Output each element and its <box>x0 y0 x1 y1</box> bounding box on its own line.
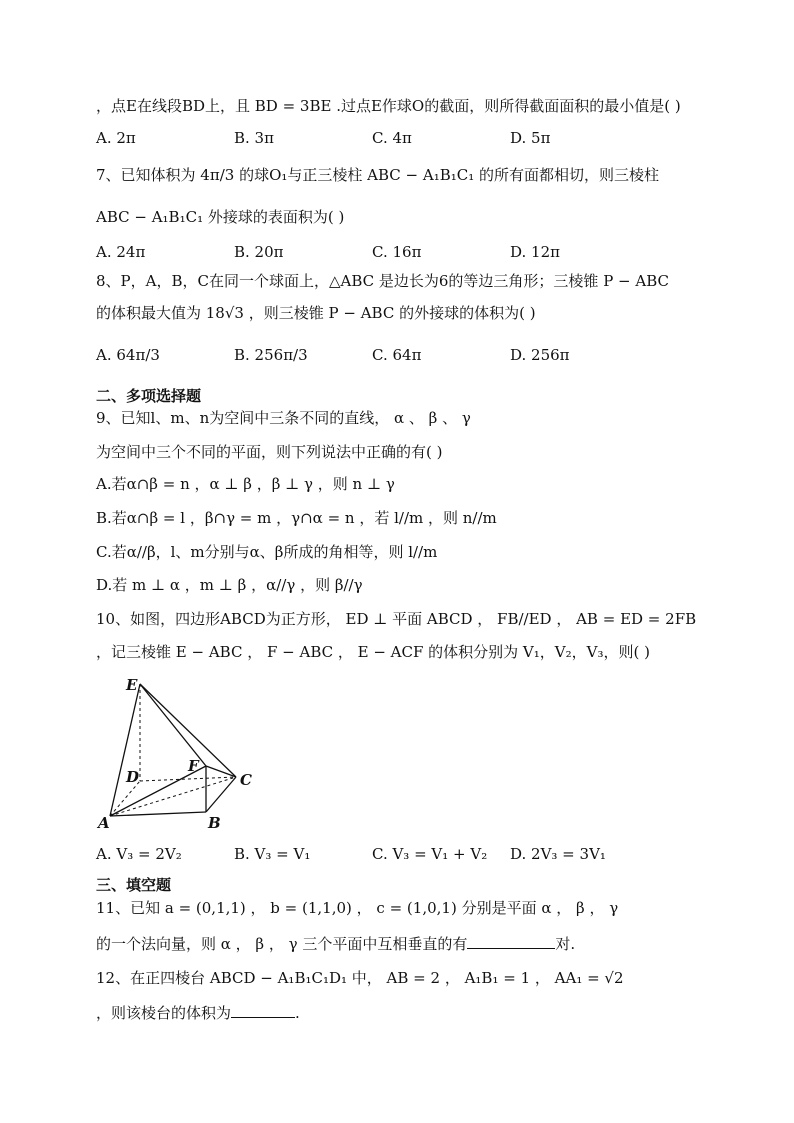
q9-stem-line2: 为空间中三个不同的平面，则下列说法中正确的有( ) <box>96 443 443 461</box>
q7-stem-line2: ABC − A₁B₁C₁ 外接球的表面积为( ) <box>96 208 345 226</box>
q12-stem-text: ，则该棱台的体积为 <box>96 1004 232 1022</box>
q11-stem-text: 的一个法向量，则 α ， β ， γ 三个平面中互相垂直的有 <box>96 935 468 953</box>
edge-ab <box>110 812 206 816</box>
q6-option-a[interactable]: A. 2π <box>96 129 136 147</box>
q10-option-c[interactable]: C. V₃ = V₁ + V₂ <box>372 845 488 863</box>
q9-option-c[interactable]: C.若α//β，l、m分别与α、β所成的角相等，则 l//m <box>96 543 438 561</box>
edge-dc-hidden <box>140 777 236 781</box>
q9-stem-line1: 9、已知l、m、n为空间中三条不同的直线， α 、 β 、 γ <box>96 409 471 427</box>
q7-option-d[interactable]: D. 12π <box>510 243 560 261</box>
q9-option-b[interactable]: B.若α∩β = l ，β∩γ = m ，γ∩α = n ，若 l//m ，则 n//m <box>96 509 497 527</box>
q7-option-c[interactable]: C. 16π <box>372 243 422 261</box>
q12-stem-line2 <box>96 1001 300 1023</box>
q9-option-a[interactable]: A.若α∩β = n ，α ⊥ β ，β ⊥ γ ，则 n ⊥ γ <box>96 475 395 493</box>
vertex-label-c: C <box>240 771 252 789</box>
q10-option-b[interactable]: B. V₃ = V₁ <box>234 845 311 863</box>
q8-stem-line2: 的体积最大值为 18√3 ，则三棱锥 P − ABC 的外接球的体积为( ) <box>96 304 536 322</box>
q9-option-d[interactable]: D.若 m ⊥ α ，m ⊥ β ，α//γ ，则 β//γ <box>96 576 363 594</box>
q6-stem-tail: ，点E在线段BD上，且 BD = 3BE .过点E作球O的截面，则所得截面面积的最小值是( ) <box>96 97 681 115</box>
q11-stem-line1: 11、已知 a = (0,1,1) ， b = (1,1,0) ， c = (1,0,1) 分别是平面 α ， β ， γ <box>96 899 619 917</box>
vertex-label-f: F <box>188 757 199 775</box>
q7-option-b[interactable]: B. 20π <box>234 243 284 261</box>
q10-option-d[interactable]: D. 2V₃ = 3V₁ <box>510 845 606 863</box>
vertex-label-d: D <box>126 768 140 786</box>
section-fill-in-heading: 三、填空题 <box>96 876 172 894</box>
edge-bc <box>206 777 236 812</box>
q11-answer-blank[interactable] <box>467 932 555 949</box>
pyramid-figure <box>96 672 266 832</box>
q6-option-d[interactable]: D. 5π <box>510 129 551 147</box>
q11-stem-line2 <box>96 932 575 954</box>
q8-stem-line1: 8、P，A，B，C在同一个球面上，△ABC 是边长为6的等边三角形；三棱锥 P − ABC <box>96 272 670 290</box>
q11-stem-suffix: 对. <box>555 935 576 953</box>
q10-option-a[interactable]: A. V₃ = 2V₂ <box>96 845 182 863</box>
q8-option-b[interactable]: B. 256π/3 <box>234 346 308 364</box>
q12-stem-suffix: . <box>295 1004 300 1022</box>
q8-option-c[interactable]: C. 64π <box>372 346 422 364</box>
section-multiple-choice-heading: 二、多项选择题 <box>96 387 202 405</box>
q8-option-d[interactable]: D. 256π <box>510 346 570 364</box>
q10-stem-line2: ，记三棱锥 E − ABC ， F − ABC ， E − ACF 的体积分别为 V₁，V₂，V₃，则( ) <box>96 643 650 661</box>
q7-option-a[interactable]: A. 24π <box>96 243 146 261</box>
q7-stem-line1: 7、已知体积为 4π/3 的球O₁与正三棱柱 ABC − A₁B₁C₁ 的所有面都相切，则三棱柱 <box>96 166 660 184</box>
q6-option-b[interactable]: B. 3π <box>234 129 274 147</box>
q10-stem-line1: 10、如图，四边形ABCD为正方形， ED ⊥ 平面 ABCD ， FB//ED ， AB = ED = 2FB <box>96 610 697 628</box>
vertex-label-e: E <box>126 676 138 694</box>
q12-stem-line1: 12、在正四棱台 ABCD − A₁B₁C₁D₁ 中， AB = 2 ， A₁B₁ = 1 ， AA₁ = √2 <box>96 969 624 987</box>
vertex-label-b: B <box>208 814 221 832</box>
edge-ef <box>140 684 206 766</box>
q12-answer-blank[interactable] <box>231 1001 295 1018</box>
edge-fc <box>206 766 236 777</box>
edge-ea <box>110 684 140 816</box>
q6-option-c[interactable]: C. 4π <box>372 129 412 147</box>
vertex-label-a: A <box>98 814 110 832</box>
q8-option-a[interactable]: A. 64π/3 <box>96 346 160 364</box>
